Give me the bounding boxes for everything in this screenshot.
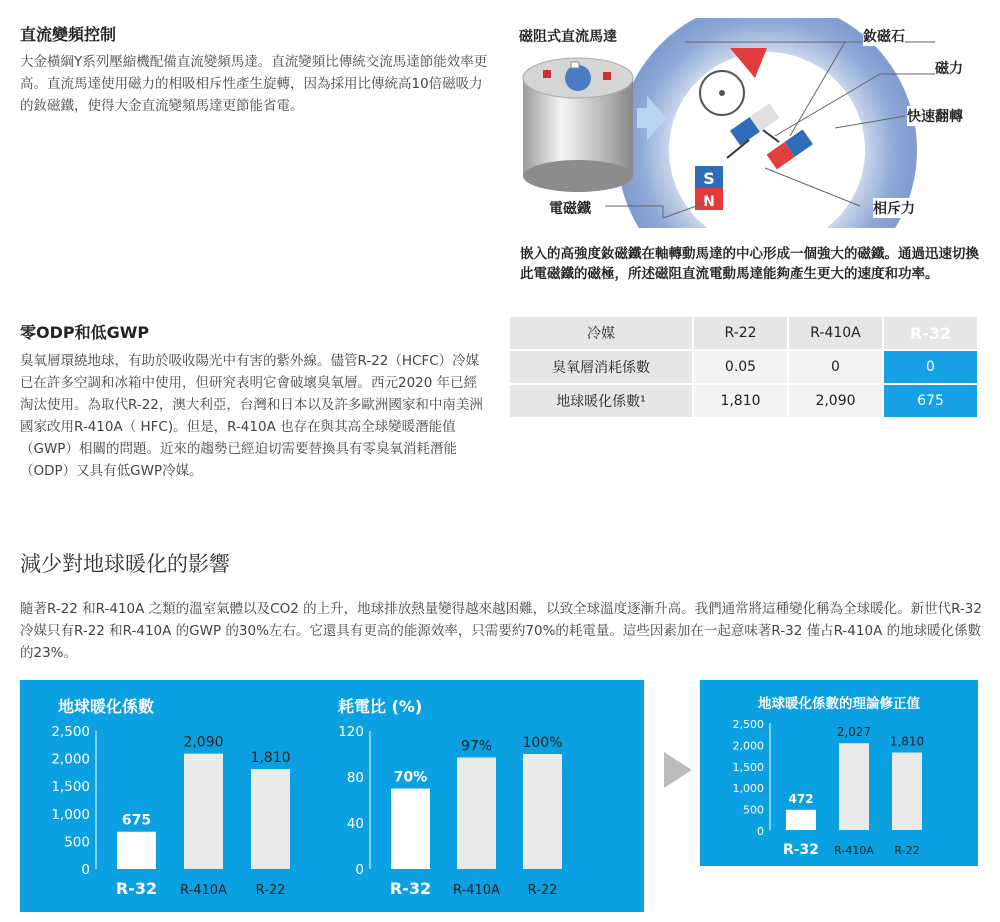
table-cell: 0.05 <box>694 351 787 383</box>
chart-2-y-tick-label: 1,500 <box>732 760 764 774</box>
chart-title-power: 耗電比 (%) <box>338 697 423 716</box>
label-magnetic-force: 磁力 <box>935 58 963 78</box>
charts-panel-left <box>20 680 644 912</box>
electromagnet-s-letter: S <box>703 169 715 188</box>
odp-gwp-title: 零ODP和低GWP <box>20 323 150 342</box>
chart-1-value-label: 100% <box>522 735 563 751</box>
label-fast-flip: 快速翻轉 <box>907 106 963 126</box>
chart-1-bar-R-32 <box>391 789 430 870</box>
chart-title-corrected-gwp: 地球暖化係數的理論修正值 <box>758 696 920 712</box>
motor-diagram <box>505 18 983 228</box>
chart-1-value-label: 70% <box>393 769 428 786</box>
chart-2-y-tick-label: 500 <box>743 803 764 817</box>
electromagnet-n-letter: N <box>703 194 715 210</box>
table-cell-r32: 675 <box>884 385 977 417</box>
chart-2-value-label: 2,027 <box>836 725 872 740</box>
chart-2-bar-R-32 <box>786 810 816 830</box>
chart-1-category-label: R-22 <box>527 883 558 898</box>
chart-title-gwp: 地球暖化係數 <box>58 697 155 716</box>
chart-1-bar-R-410A <box>457 757 496 869</box>
diagram-caption: 嵌入的高強度釹磁鐵在軸轉動馬達的中心形成一個強大的磁鐵。通過迅速切換此電磁鐵的磁極，所述磁阻直流電動馬達能夠產生更大的速度和功率。 <box>520 246 979 282</box>
table-cell: 臭氧層消耗係數 <box>510 351 692 383</box>
chart-right-svg <box>700 680 978 866</box>
chart-2-category-label: R-22 <box>894 844 920 857</box>
chart-1-y-tick-label: 40 <box>346 816 364 832</box>
table-header-cell: R-410A <box>789 317 882 349</box>
chart-0-value-label: 675 <box>121 812 152 829</box>
table-header-cell: R-22 <box>694 317 787 349</box>
charts-panel-right <box>700 680 978 866</box>
label-reluctance-motor: 磁阻式直流馬達 <box>519 26 617 46</box>
chart-0-y-tick-label: 0 <box>81 862 90 878</box>
table-header-cell-r32: R-32 <box>884 317 977 349</box>
chart-0-y-tick-label: 2,500 <box>51 724 90 740</box>
chart-2-value-label: 472 <box>788 791 814 806</box>
table-cell-r32: 0 <box>884 351 977 383</box>
charts-left-svg <box>20 680 644 912</box>
chart-1-y-tick-label: 0 <box>355 862 364 878</box>
chart-1-category-label: R-410A <box>453 883 500 898</box>
dc-inverter-text: 大金橫綱Y系列壓縮機配備直流變頻馬達。直流變頻比傳統交流馬達節能效率更高。直流馬達使用磁力的相吸相斥性產生旋轉，因為採用比傳統高10倍磁吸力的釹磁鐵，使得大金直流變頻馬達更節能省電。 <box>20 54 488 114</box>
chart-0-bar-R-410A <box>184 754 223 869</box>
chart-1-y-tick-label: 80 <box>346 770 364 786</box>
chart-2-y-tick-label: 0 <box>757 825 764 838</box>
chart-0-category-label: R-22 <box>255 883 286 898</box>
arrow-right-icon <box>662 750 694 790</box>
warming-section-text: 隨著R-22 和R-410A 之類的溫室氣體以及CO2 的上升，地球排放熱量變得越來越困難，以致全球溫度逐漸升高。我們通常將這種變化稱為全球暖化。新世代R-32 冷媒只有R-22 和R-410A 的GWP 的30%左右。它還具有更高的能源效率，只需要約70%的耗電量。這些因素加在一起意味著R-32 僅占R-410A 的地球暖化係數的23%。 <box>20 601 982 661</box>
refrigerant-comparison-table <box>508 315 979 419</box>
odp-gwp-text: 臭氧層環繞地球，有助於吸收陽光中有害的紫外線。儘管R-22（HCFC）冷媒已在許多空調和冰箱中使用，但研究表明它會破壞臭氧層。西元2020 年已經淘汰使用。為取代R-22，澳大利亞，台灣和日本以及許多歐洲國家和中南美洲國家改用R-410A（ HFC)。但是，R-410A 也存在與其高全球變暖潛能值（GWP）相關的問題。近來的趨勢已經迫切需要替換具有零臭氧消耗潛能（ODP）又具有低GWP冷媒。 <box>20 353 483 479</box>
chart-2-bar-R-410A <box>839 743 869 830</box>
dc-inverter-title: 直流變頻控制 <box>20 25 117 44</box>
chart-0-y-tick-label: 2,000 <box>51 751 90 768</box>
warming-section-title: 減少對地球暖化的影響 <box>20 552 230 576</box>
chart-0-bar-R-22 <box>251 769 290 869</box>
chart-1-value-label: 97% <box>460 738 493 755</box>
label-repulsion: 相斥力 <box>873 198 915 218</box>
chart-0-y-tick-label: 1,000 <box>51 806 90 823</box>
chart-0-value-label: 1,810 <box>250 750 291 767</box>
table-row <box>510 385 977 417</box>
chart-0-category-label: R-410A <box>180 883 227 898</box>
chart-1-category-label: R-32 <box>389 879 432 898</box>
table-header-cell: 冷媒 <box>510 317 692 349</box>
chart-2-y-tick-label: 1,000 <box>732 782 764 796</box>
chart-2-y-tick-label: 2,000 <box>732 739 764 753</box>
table-cell: 0 <box>789 351 882 383</box>
table-cell: 2,090 <box>789 385 882 417</box>
chart-1-bar-R-22 <box>523 754 562 869</box>
table-header-row <box>510 317 977 349</box>
table-cell: 地球暖化係數¹ <box>510 385 692 417</box>
table-cell: 1,810 <box>694 385 787 417</box>
chart-1-y-tick-label: 120 <box>338 724 364 740</box>
chart-0-y-tick-label: 500 <box>64 834 90 851</box>
table-row <box>510 351 977 383</box>
label-electromagnet: 電磁鐵 <box>549 198 591 218</box>
label-neodymium-magnet: 釹磁石 <box>863 26 905 46</box>
chart-2-category-label: R-32 <box>782 842 820 858</box>
chart-0-y-tick-label: 1,500 <box>51 779 90 796</box>
chart-0-bar-R-32 <box>117 832 156 869</box>
chart-2-value-label: 1,810 <box>889 734 925 749</box>
chart-2-y-tick-label: 2,500 <box>732 718 764 731</box>
chart-0-category-label: R-32 <box>115 879 158 898</box>
chart-0-value-label: 2,090 <box>183 734 224 751</box>
chart-2-category-label: R-410A <box>834 844 874 857</box>
chart-2-bar-R-22 <box>892 753 922 830</box>
